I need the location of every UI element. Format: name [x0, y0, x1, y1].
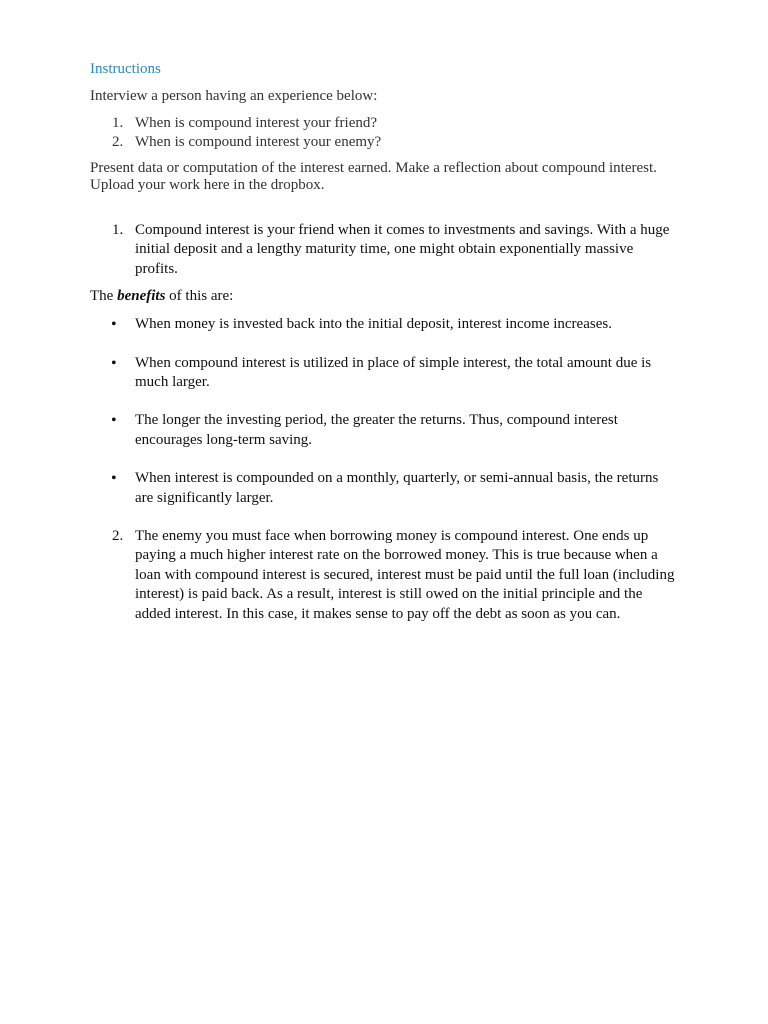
question-text: When is compound interest your enemy? [135, 134, 382, 150]
answer-item-enemy [90, 527, 678, 624]
answer-text: The enemy you must face when borrowing money is compound interest. One ends up paying a much higher interest rate on the borrowed money. This is true because when a loan with compound interest is secured, interest must be paid until the full loan (including interest) is paid back. As a result, interest is still owed on the initial principle and the added interest. In this case, it makes sense to pay off the debt as soon as you can. [135, 528, 675, 622]
answer-list-2 [90, 527, 678, 624]
question-text: When is compound interest your friend? [135, 115, 378, 131]
benefits-suffix: of this are: [165, 288, 234, 305]
question-list [90, 114, 678, 152]
answer-item-friend [90, 221, 678, 279]
bullet-icon: • [111, 316, 117, 334]
benefits-emphasis: benefits [117, 288, 166, 305]
list-item [90, 469, 678, 508]
benefits-list [90, 315, 678, 508]
benefits-intro [90, 287, 678, 306]
bullet-text: When interest is compounded on a monthly, quarterly, or semi-annual basis, the returns are significantly larger. [135, 470, 659, 506]
bullet-text: The longer the investing period, the greater the returns. Thus, compound interest encourages long-term saving. [135, 412, 618, 448]
benefits-prefix: The [90, 288, 118, 305]
list-item [90, 315, 678, 334]
instructions-intro: Interview a person having an experience below: [90, 88, 378, 104]
question-item [90, 114, 678, 133]
list-item [90, 354, 678, 393]
answer-text: Compound interest is your friend when it comes to investments and savings. With a huge initial deposit and a lengthy maturity time, one might obtain exponentially massive profits. [135, 222, 670, 277]
list-number: 1. [112, 115, 124, 131]
bullet-text: When compound interest is utilized in place of simple interest, the total amount due is much larger. [135, 354, 652, 391]
instructions-present [90, 160, 678, 194]
list-number: 2. [112, 134, 124, 150]
bullet-text: When money is invested back into the initial deposit, interest income increases. [135, 316, 612, 333]
instructions-heading: Instructions [90, 61, 161, 77]
list-number: 2. [112, 528, 124, 545]
present-line-1: Present data or computation of the interest earned. Make a reflection about compound interest. [90, 160, 657, 176]
bullet-icon: • [111, 412, 117, 430]
question-item [90, 133, 678, 152]
bullet-icon: • [111, 354, 117, 372]
bullet-icon: • [111, 470, 117, 488]
present-line-2: Upload your work here in the dropbox. [90, 177, 325, 193]
list-number: 1. [112, 222, 124, 238]
answer-list [90, 221, 678, 279]
list-item [90, 411, 678, 450]
